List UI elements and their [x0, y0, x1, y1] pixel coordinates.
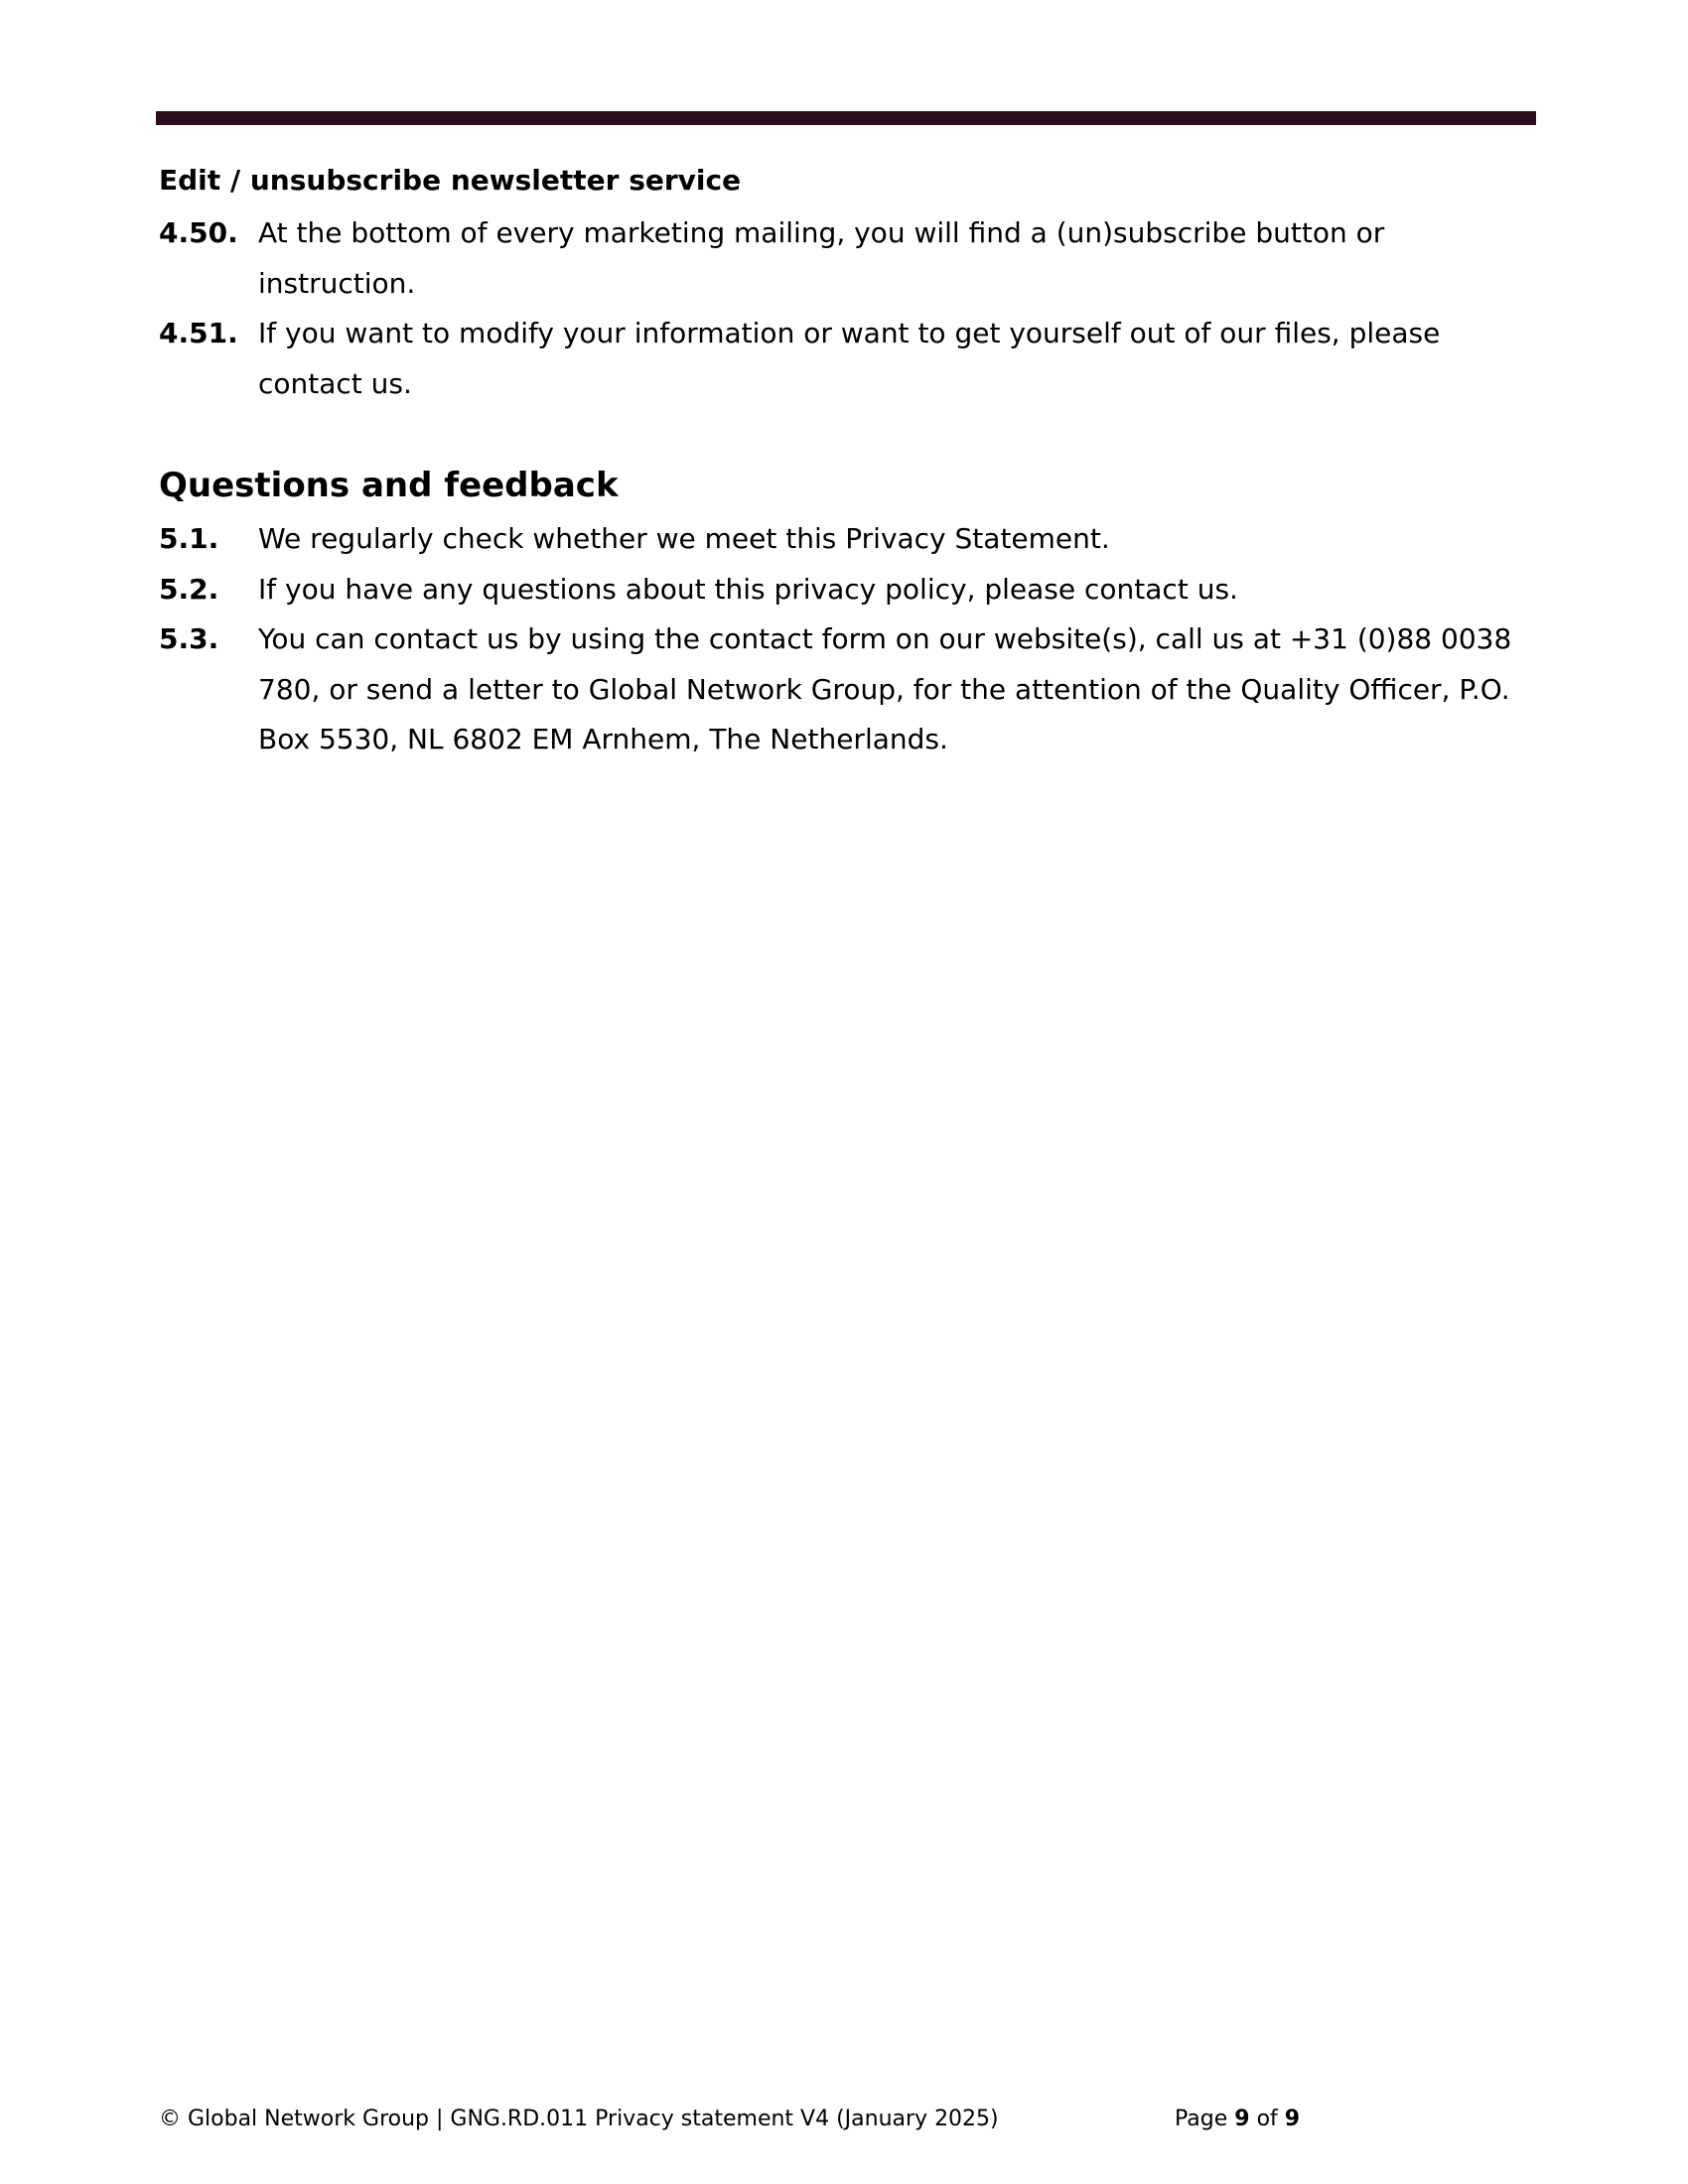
item-text: If you want to modify your information or want to get yourself out of our files, please contact us.: [258, 317, 1441, 400]
page-of: of: [1256, 2107, 1278, 2131]
item-number: 4.51.: [159, 317, 238, 349]
page-total: 9: [1284, 2107, 1301, 2131]
questions-heading: Questions and feedback: [159, 466, 619, 505]
item-number: 4.50.: [159, 216, 238, 249]
page-number: [1175, 2105, 1300, 2134]
item-text: We regularly check whether we meet this Privacy Statement.: [258, 522, 1110, 555]
newsletter-heading: Edit / unsubscribe newsletter service: [159, 164, 742, 197]
item-text: At the bottom of every marketing mailing, you will find a (un)subscribe button or instruction.: [258, 216, 1385, 300]
item-text: If you have any questions about this privacy policy, please contact us.: [258, 572, 1238, 606]
page-label: Page: [1175, 2107, 1228, 2131]
list-item: [159, 514, 1539, 565]
item-number: 5.2.: [159, 572, 219, 606]
page-content: [159, 159, 1539, 765]
list-item: [159, 208, 1539, 309]
item-number: 5.3.: [159, 622, 219, 655]
footer-copyright: © Global Network Group | GNG.RD.011 Privacy statement V4 (January 2025): [159, 2107, 999, 2131]
list-item: [159, 565, 1539, 615]
list-item: [159, 614, 1539, 765]
list-item: [159, 309, 1539, 409]
header-rule: [156, 111, 1536, 125]
item-text: You can contact us by using the contact form on our website(s), call us at +31 (0)88 0038 780, or send a letter to Global Network Group, for the attention of the Quality Officer, P.O. Box 5530, NL 6802 EM Arnhem, The Netherlands.: [258, 622, 1512, 755]
page-current: 9: [1234, 2107, 1250, 2131]
item-number: 5.1.: [159, 522, 219, 555]
section-spacer: [159, 409, 1539, 461]
